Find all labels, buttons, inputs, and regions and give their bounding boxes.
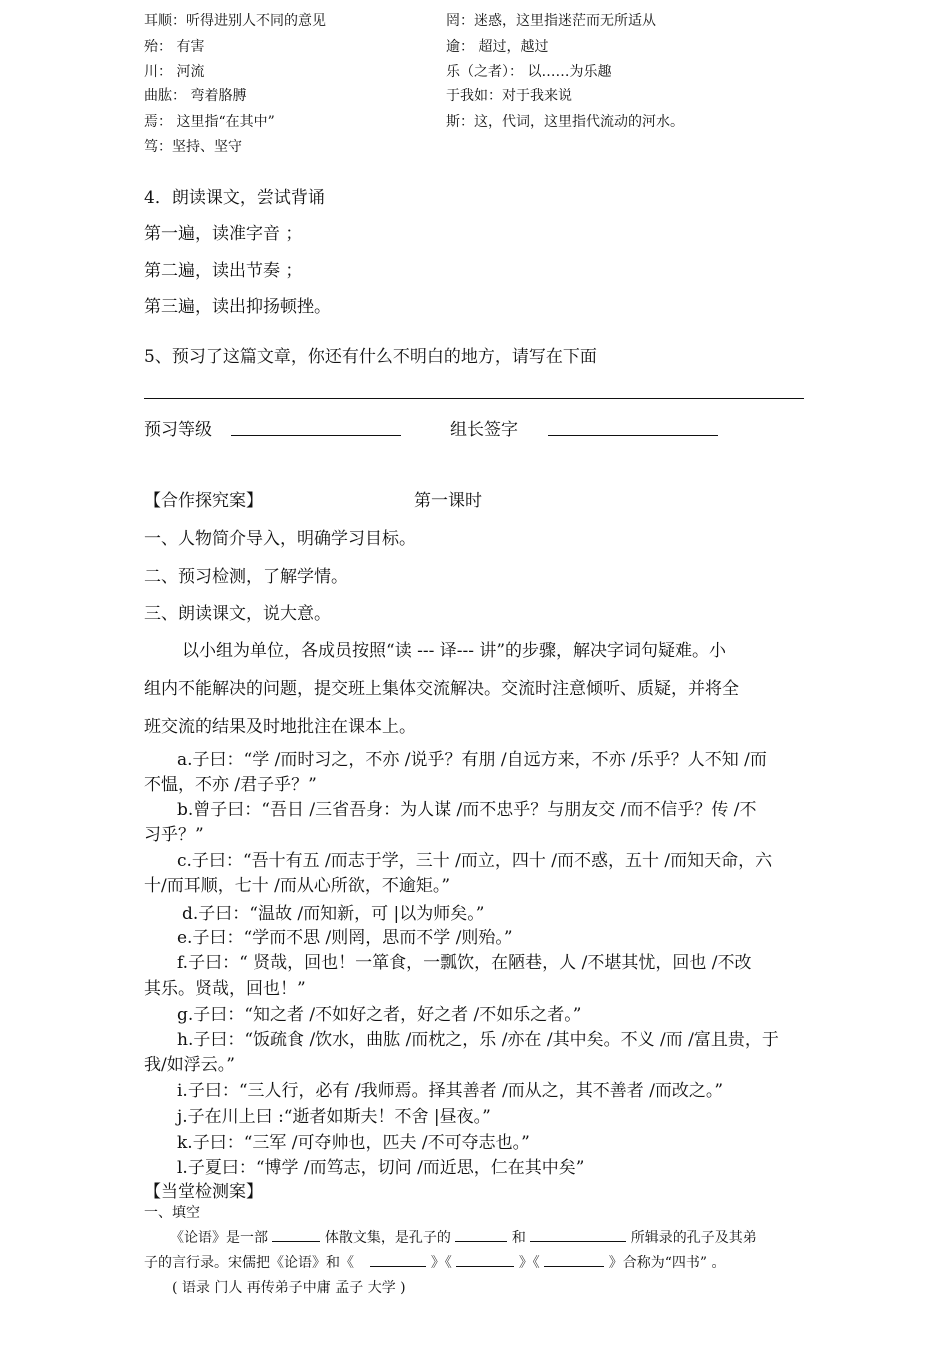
vocab-川: 川： 河流 [144, 64, 205, 80]
answer-line[interactable] [144, 398, 804, 399]
fill-line-1 [170, 1227, 757, 1247]
fill-text-1a: 《论语》是一部 [170, 1230, 268, 1246]
fill-blank-heading: 一、填空 [144, 1205, 200, 1221]
vocab-殆: 殆： 有害 [144, 39, 205, 55]
coop-para-line-3: 班交流的结果及时地批注在课本上。 [144, 717, 416, 737]
vocab-乐: 乐（之者）： 以……为乐趣 [446, 64, 612, 80]
blank-compiler-1[interactable] [455, 1227, 507, 1242]
vocab-于我如: 于我如：对于我来说 [446, 88, 572, 104]
quote-f-line-2: 其乐。贤哉，回也！” [144, 979, 306, 999]
coop-para-line-1: 以小组为单位，各成员按照“读 --- 译--- 讲”的步骤，解决字词句疑难。小 [182, 641, 727, 661]
quote-b-line-2: 习乎？” [144, 825, 204, 845]
quote-i: i.子曰：“三人行，必有 /我师焉。择其善者 /而从之，其不善者 /而改之。” [177, 1081, 724, 1101]
quote-h-line-1: h.子曰：“饭疏食 /饮水，曲肱 /而枕之，乐 /亦在 /其中矣。不义 /而 /富且贵，于 [177, 1030, 779, 1050]
coop-para-line-2: 组内不能解决的问题，提交班上集体交流解决。交流时注意倾听、质疑，并将全 [144, 679, 739, 699]
quote-j: j.子在川上曰 :“逝者如斯夫！不舍 |昼夜。” [177, 1107, 491, 1127]
fill-text-1d: 所辑录的孔子及其弟 [630, 1230, 757, 1246]
quote-a-line-2: 不愠，不亦 /君子乎？” [144, 775, 317, 795]
quote-b-line-1: b.曾子曰：“吾日 /三省吾身：为人谋 /而不忠乎？与朋友交 /而不信乎？传 /不 [177, 800, 757, 820]
check-title: 【当堂检测案】 [144, 1182, 263, 1202]
vocab-笃: 笃：坚持、坚守 [144, 139, 242, 155]
vocab-斯: 斯：这，代词，这里指代流动的河水。 [446, 114, 684, 130]
vocab-焉: 焉： 这里指“在其中” [144, 114, 275, 130]
fill-text-2c: 》《 [518, 1255, 540, 1271]
blank-book-3[interactable] [544, 1252, 604, 1267]
blank-book-1[interactable] [370, 1252, 426, 1267]
fill-text-2a: 子的言行录。宋儒把《论语》和《 [144, 1255, 354, 1271]
blank-genre[interactable] [272, 1227, 320, 1242]
coop-item-2: 二、预习检测，了解学情。 [144, 567, 348, 587]
coop-item-3: 三、朗读课文，说大意。 [144, 604, 331, 624]
coop-item-1: 一、人物简介导入，明确学习目标。 [144, 529, 416, 549]
reading-step-3: 第三遍，读出抑扬顿挫。 [144, 297, 331, 317]
quote-g: g.子曰：“知之者 /不如好之者，好之者 /不如乐之者。” [177, 1005, 582, 1025]
quote-e: e.子曰：“学而不思 /则罔，思而不学 /则殆。” [177, 928, 513, 948]
blank-book-2[interactable] [456, 1252, 514, 1267]
reading-step-2: 第二遍，读出节奏 ； [144, 261, 303, 281]
answer-hint: ( 语录 门人 再传弟子中庸 孟子 大学 ) [172, 1280, 406, 1296]
grade-field[interactable] [231, 435, 401, 436]
quote-d: d.子曰：“温故 /而知新，可 |以为师矣。” [182, 904, 485, 924]
quote-l: l.子夏曰：“博学 /而笃志，切问 /而近思，仁在其中矣” [177, 1158, 585, 1178]
reading-heading: 4．朗读课文，尝试背诵 [144, 188, 325, 208]
vocab-罔: 罔：迷惑，这里指迷茫而无所适从 [446, 13, 656, 29]
quote-h-line-2: 我/如浮云。” [144, 1055, 235, 1075]
quote-k: k.子曰：“三军 /可夺帅也，匹夫 /不可夺志也。” [177, 1133, 530, 1153]
lesson-label: 第一课时 [414, 491, 482, 511]
leader-sign-field[interactable] [548, 435, 718, 436]
vocab-耳顺: 耳顺：听得进别人不同的意见 [144, 13, 326, 29]
coop-title: 【合作探究案】 [144, 491, 263, 511]
fill-line-2 [144, 1252, 725, 1272]
fill-text-2d: 》合称为“四书” 。 [608, 1255, 726, 1271]
vocab-逾: 逾： 超过，越过 [446, 39, 549, 55]
quote-c-line-2: 十/而耳顺，七十 /而从心所欲，不逾矩。” [144, 876, 451, 896]
blank-compiler-2[interactable] [530, 1227, 626, 1242]
reading-step-1: 第一遍，读准字音 ； [144, 224, 303, 244]
fill-text-1c: 和 [511, 1230, 526, 1246]
leader-sign-label: 组长签字 [450, 420, 518, 440]
quote-c-line-1: c.子曰：“吾十有五 /而志于学，三十 /而立，四十 /而不惑，五十 /而知天命，六 [177, 851, 773, 871]
vocab-曲肱: 曲肱： 弯着胳膊 [144, 88, 247, 104]
quote-f-line-1: f.子曰：“ 贤哉，回也！一箪食，一瓢饮，在陋巷，人 /不堪其忧，回也 /不改 [177, 953, 752, 973]
question-5: 5、预习了这篇文章，你还有什么不明白的地方，请写在下面 [144, 347, 597, 367]
fill-text-2b: 》《 [430, 1255, 452, 1271]
fill-text-1b: 体散文集，是孔子的 [324, 1230, 451, 1246]
quote-a-line-1: a.子曰：“学 /而时习之，不亦 /说乎？有朋 /自远方来，不亦 /乐乎？人不知 /而 [177, 750, 767, 770]
grade-label: 预习等级 [144, 420, 212, 440]
